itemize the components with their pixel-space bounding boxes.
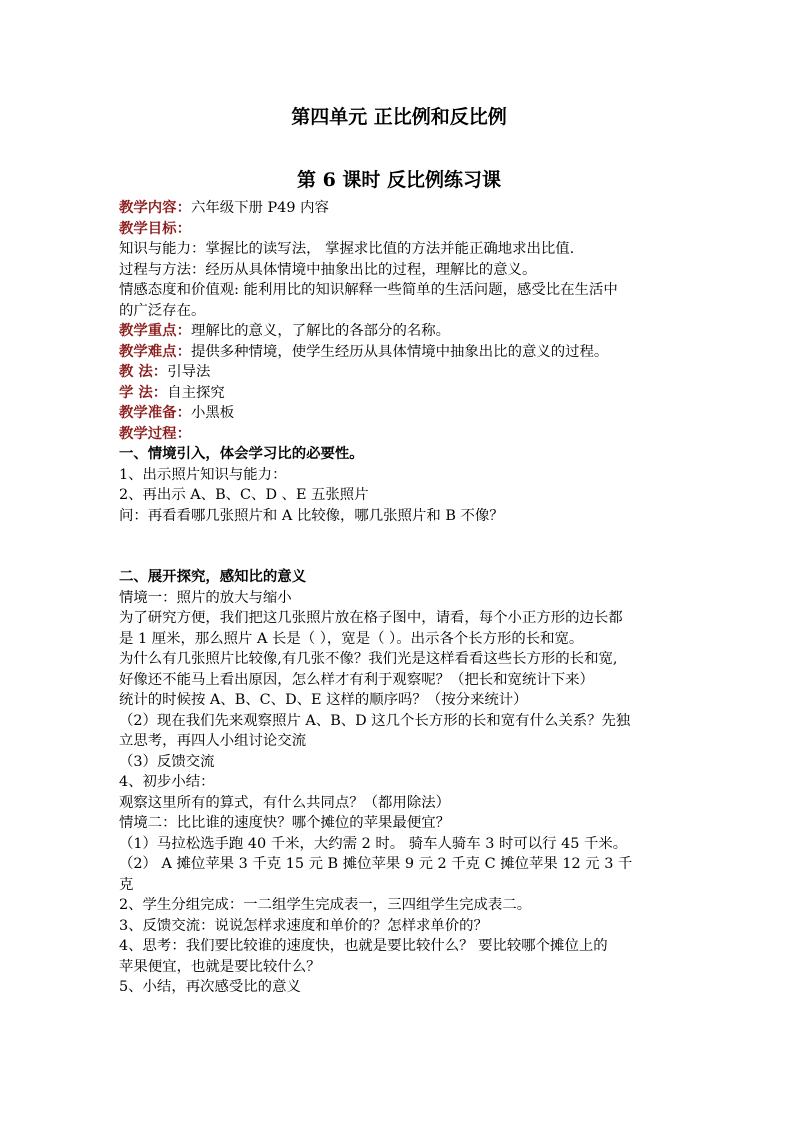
teaching-preparation: [119, 403, 679, 424]
study-method-value: 自主探究: [167, 384, 225, 401]
section-1-heading: 一、情境引入，体会学习比的必要性。: [119, 445, 364, 462]
lesson-body: [119, 198, 679, 998]
teaching-method: [119, 362, 679, 383]
section-2-line: 情境二：比比谁的速度快？哪个摊位的苹果最便宜？: [119, 815, 450, 831]
section-2-line: 统计的时候按 A、B、C、D、E 这样的顺序吗？（按分来统计）: [119, 692, 528, 708]
section-2-line: （3）反馈交流: [119, 753, 215, 770]
section-1-line: 2、再出示 A、B、C、D 、E 五张照片: [119, 487, 369, 503]
section-1-line: 问：再看看哪几张照片和 A 比较像，哪几张照片和 B 不像？: [119, 507, 504, 524]
teaching-goals-label: [119, 219, 679, 240]
section-2-heading: 二、展开探究，感知比的意义: [119, 568, 307, 585]
unit-title: 第四单元 正比例和反比例: [291, 106, 507, 128]
difficulty-value: 提供多种情境，使学生经历从具体情境中抽象出比的意义的过程。: [190, 343, 609, 360]
section-2-line: 观察这里所有的算式，有什么共同点？（都用除法）: [119, 794, 450, 811]
goal-emotion-line-2: 的广泛存在。: [119, 302, 206, 319]
study-method-label: 学 法：: [119, 383, 168, 401]
section-2-line: 4、初步小结：: [119, 774, 215, 790]
preparation-value: 小黑板: [190, 405, 235, 421]
section-2-line: 克: [119, 876, 134, 893]
section-2-line: （2） A 摊位苹果 3 千克 15 元 B 摊位苹果 9 元 2 千克 C 摊位苹果 12 元 3 千: [119, 856, 633, 872]
section-2-line: （2）现在我们先来观察照片 A、B、D 这几个长方形的长和宽有什么关系？先独: [119, 712, 631, 729]
section-2-line: 好像还不能马上看出原因，怎么样才有利于观察呢？（把长和宽统计下来）: [119, 671, 594, 688]
key-point-value: 理解比的意义，了解比的各部分的名称。: [190, 323, 451, 339]
study-method: [119, 383, 679, 404]
method-label: 教 法：: [119, 363, 168, 380]
goal-emotion-line-1: 情感态度和价值观: 能利用比的知识解释一些简单的生活问题，感受比在生活中: [119, 282, 618, 298]
section-2-line: 2、学生分组完成：一二组学生完成表一，三四组学生完成表二。: [119, 897, 532, 913]
section-2-line: 是 1 厘米，那么照片 A 长是（ ），宽是（ ）。出示各个长方形的长和宽。: [119, 630, 584, 647]
preparation-label: 教学准备：: [119, 404, 191, 421]
difficulty-label: 教学难点：: [119, 342, 191, 360]
goal-process: 过程与方法：经历从具体情境中抽象出比的过程，理解比的意义。: [119, 261, 537, 278]
section-2-line: 3、反馈交流：说说怎样求速度和单价的？怎样求单价的？: [119, 917, 488, 934]
process-label: 教学过程：: [119, 424, 191, 442]
section-2-line: 为什么有几张照片比较像,有几张不像？我们光是这样看看这些长方形的长和宽,: [119, 651, 618, 667]
teaching-content: [119, 198, 679, 219]
section-2-line: 情境一：照片的放大与缩小: [119, 589, 292, 606]
section-2-line: 4、思考：我们要比较谁的速度快，也就是要比较什么？ 要比较哪个摊位上的: [119, 938, 608, 954]
section-2-line: 5、小结，再次感受比的意义: [119, 979, 301, 995]
teaching-content-label: 教学内容：: [119, 199, 191, 216]
goal-knowledge: 知识与能力：掌握比的读写法， 掌握求比值的方法并能正确地求出比值.: [119, 241, 575, 257]
method-value: 引导法: [167, 364, 211, 380]
goals-label: 教学目标：: [119, 219, 191, 237]
section-2-line: 立思考，再四人小组讨论交流: [119, 733, 307, 749]
section-2-line: （1）马拉松选手跑 40 千米，大约需 2 时。 骑车人骑车 3 时可以行 45 千米。: [119, 835, 628, 852]
section-spacer: [119, 526, 679, 567]
teaching-content-value: 六年级下册 P49 内容: [190, 200, 329, 216]
section-2-line: 为了研究方便，我们把这几张照片放在格子图中，请看，每个小正方形的边长都: [119, 610, 623, 626]
section-2-line: 苹果便宜，也就是要比较什么？: [119, 958, 321, 975]
teaching-key-point: [119, 321, 679, 342]
key-point-label: 教学重点：: [119, 322, 191, 339]
lesson-title: 第 6 课时 反比例练习课: [296, 169, 502, 191]
teaching-difficulty: [119, 342, 679, 363]
teaching-process: [119, 424, 679, 445]
section-1-line: 1、出示照片知识与能力：: [119, 466, 287, 483]
